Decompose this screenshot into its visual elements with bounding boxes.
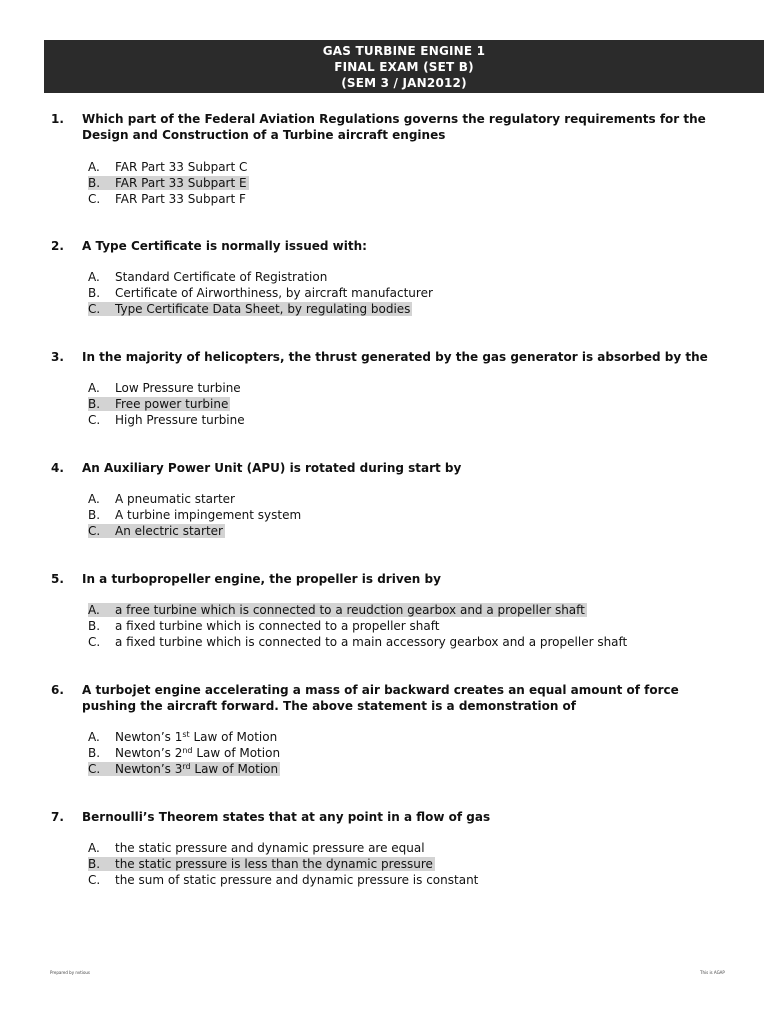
option-b (88, 396, 245, 412)
option-list (88, 491, 301, 539)
exam-header (44, 40, 764, 93)
answer-highlight: B. the static pressure is less than the dynamic pressure (88, 857, 433, 871)
option-a: A. Newton’s 1st Law of Motion (88, 730, 278, 744)
option-b: B. a fixed turbine which is connected to a propeller shaft (88, 619, 440, 633)
footer-right-text: This is AGAP (700, 970, 725, 975)
question-text: Bernoulli’s Theorem states that at any point in a flow of gas (82, 810, 491, 824)
option-a: A. Standard Certificate of Registration (88, 270, 328, 284)
option-c: C. High Pressure turbine (88, 413, 245, 427)
answer-highlight: B. FAR Part 33 Subpart E (88, 176, 247, 190)
question-text: Which part of the Federal Aviation Regulations governs the regulatory requirements for the Design and Construction of a Turbine aircraft engines (82, 112, 706, 142)
option-c (88, 301, 433, 317)
option-list (88, 159, 249, 207)
question-number: 6. (51, 683, 64, 697)
question-number: 2. (51, 239, 64, 253)
header-title: GAS TURBINE ENGINE 1 (322, 44, 486, 58)
option-list (88, 602, 627, 650)
option-c: C. FAR Part 33 Subpart F (88, 192, 246, 206)
option-b: B. Certificate of Airworthiness, by aircraft manufacturer (88, 286, 433, 300)
question-number: 3. (51, 350, 64, 364)
option-list (88, 269, 433, 317)
option-b: B. Newton’s 2nd Law of Motion (88, 746, 281, 760)
answer-highlight: C. An electric starter (88, 524, 223, 538)
option-b: B. A turbine impingement system (88, 508, 302, 522)
option-c: C. the sum of static pressure and dynamic pressure is constant (88, 873, 479, 887)
answer-highlight: B. Free power turbine (88, 397, 229, 411)
option-a: A. A pneumatic starter (88, 492, 235, 506)
option-c (88, 761, 280, 777)
option-list (88, 380, 245, 428)
question-text: An Auxiliary Power Unit (APU) is rotated during start by (82, 461, 462, 475)
question-text: A turbojet engine accelerating a mass of air backward creates an equal amount of force pushing the aircraft forward. The above statement is a demonstration of (82, 683, 679, 713)
answer-highlight: C. Newton’s 3rd Law of Motion (88, 762, 279, 776)
option-list (88, 729, 280, 777)
option-b (88, 175, 249, 191)
question-number: 5. (51, 572, 64, 586)
answer-highlight: C. Type Certificate Data Sheet, by regulating bodies (88, 302, 411, 316)
answer-highlight: A. a free turbine which is connected to a reudction gearbox and a propeller shaft (88, 603, 585, 617)
question-number: 4. (51, 461, 64, 475)
option-c (88, 523, 301, 539)
header-session: (SEM 3 / JAN2012) (341, 76, 467, 90)
footer-left-text: Prepared by nvtious (50, 970, 91, 975)
question-number: 7. (51, 810, 64, 824)
question-text: In the majority of helicopters, the thrust generated by the gas generator is absorbed by the (82, 350, 708, 364)
option-a: A. Low Pressure turbine (88, 381, 241, 395)
option-a: A. the static pressure and dynamic pressure are equal (88, 841, 425, 855)
header-subtitle: FINAL EXAM (SET B) (334, 60, 474, 74)
option-a (88, 602, 627, 618)
option-c: C. a fixed turbine which is connected to a main accessory gearbox and a propeller shaft (88, 635, 628, 649)
question-text: A Type Certificate is normally issued with: (82, 239, 367, 253)
option-a: A. FAR Part 33 Subpart C (88, 160, 248, 174)
option-b (88, 856, 478, 872)
question-number: 1. (51, 112, 64, 126)
question-text: In a turbopropeller engine, the propeller is driven by (82, 572, 441, 586)
option-list (88, 840, 478, 888)
